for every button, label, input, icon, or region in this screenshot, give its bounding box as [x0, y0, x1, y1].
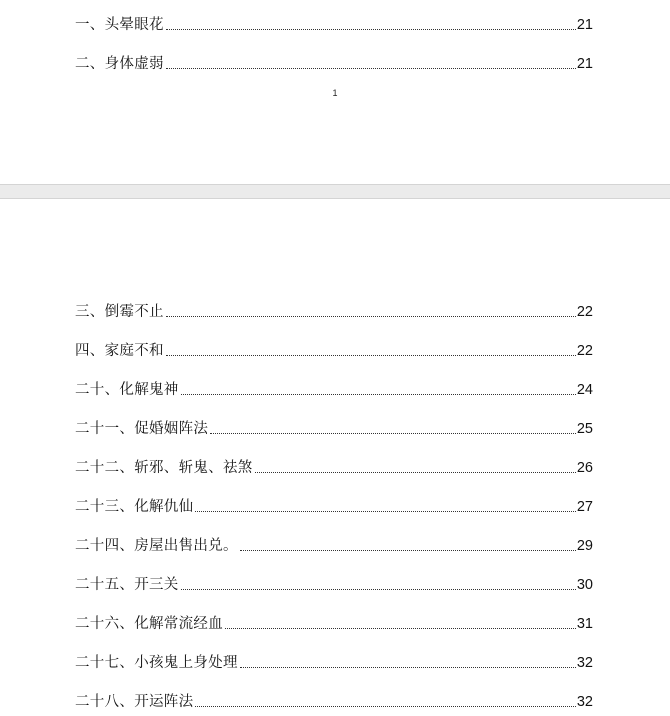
toc-leader-dots	[181, 588, 576, 590]
toc-leader-dots	[166, 315, 576, 317]
toc-entry-title: 二十二、斩邪、斩鬼、祛煞	[75, 460, 253, 476]
toc-entry[interactable]	[75, 455, 593, 477]
toc-entry[interactable]	[75, 494, 593, 516]
toc-entry-title: 二十三、化解仇仙	[75, 499, 194, 515]
toc-entry-page: 30	[576, 577, 593, 593]
toc-entry[interactable]	[75, 689, 593, 711]
page-1	[0, 0, 670, 184]
toc-entry-page: 32	[576, 694, 593, 710]
toc-entry-page: 29	[576, 538, 593, 554]
toc-entry-title: 二十六、化解常流经血	[75, 616, 223, 632]
toc-entry-page: 26	[576, 460, 593, 476]
toc-entry[interactable]	[75, 299, 593, 321]
toc-entry-title: 二十八、开运阵法	[75, 694, 194, 710]
page-number: 1	[332, 88, 338, 98]
toc-entry[interactable]	[75, 338, 593, 360]
toc-entry-page: 25	[576, 421, 593, 437]
toc-entry-title: 二十四、房屋出售出兑。	[75, 538, 238, 554]
toc-entry-page: 31	[576, 616, 593, 632]
toc-leader-dots	[240, 666, 576, 668]
toc-leader-dots	[210, 432, 576, 434]
toc-leader-dots	[255, 471, 576, 473]
toc-leader-dots	[181, 393, 576, 395]
toc-entry-title: 一、头晕眼花	[75, 17, 164, 33]
toc-entry[interactable]	[75, 12, 593, 34]
toc-entry-page: 24	[576, 382, 593, 398]
toc-leader-dots	[195, 510, 575, 512]
toc-leader-dots	[225, 627, 576, 629]
toc-entry-title: 三、倒霉不止	[75, 304, 164, 320]
toc-leader-dots	[195, 705, 575, 707]
toc-entry-page: 22	[576, 304, 593, 320]
toc-leader-dots	[166, 67, 576, 69]
toc-entry-page: 27	[576, 499, 593, 515]
toc-entry-page: 21	[576, 17, 593, 33]
toc-entry-title: 二十七、小孩鬼上身处理	[75, 655, 238, 671]
toc-entry-title: 四、家庭不和	[75, 343, 164, 359]
toc-entry[interactable]	[75, 650, 593, 672]
toc-entry-page: 22	[576, 343, 593, 359]
toc-entry[interactable]	[75, 533, 593, 555]
toc-entry-title: 二十五、开三关	[75, 577, 179, 593]
toc-entry-title: 二十、化解鬼神	[75, 382, 179, 398]
toc-leader-dots	[240, 549, 576, 551]
toc-entry-title: 二十一、促婚姻阵法	[75, 421, 209, 437]
toc-entry[interactable]	[75, 611, 593, 633]
toc-entry[interactable]	[75, 377, 593, 399]
toc-entry[interactable]	[75, 572, 593, 594]
toc-entry-page: 21	[576, 56, 593, 72]
page-separator	[0, 184, 670, 199]
toc-entry-page: 32	[576, 655, 593, 671]
toc-entry[interactable]	[75, 416, 593, 438]
toc-leader-dots	[166, 354, 576, 356]
toc-entry[interactable]	[75, 51, 593, 73]
toc-entry-title: 二、身体虚弱	[75, 56, 164, 72]
page-2	[0, 199, 670, 716]
toc-leader-dots	[166, 28, 576, 30]
